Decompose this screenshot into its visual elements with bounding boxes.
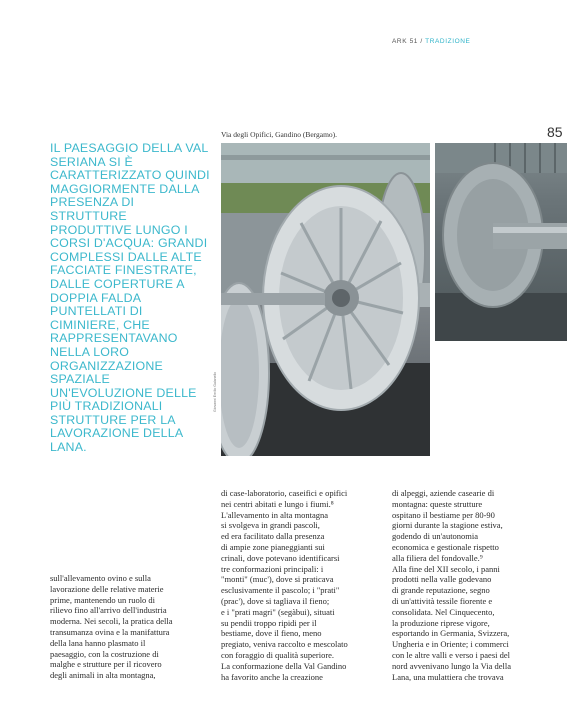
page-number: 85 (547, 124, 563, 140)
body-column-1: sull'allevamento ovino e sulla lavorazione delle relative materie prime, mantenendo un ruolo di rilievo fino all'arrivo dell'industria moderna. Nei secoli, la pratica della transumanza ovina e la manifattura della lana hanno plasmato il paesaggio, con la costruzione di malghe e strutture per il ricovero degli animali in alta montagna, (50, 573, 173, 681)
magazine-issue: ARK 51 (392, 38, 419, 45)
header-separator: / (418, 38, 426, 45)
photo-credit: Giovanni Emilio Galanello (213, 371, 217, 412)
body-column-3: di alpeggi, aziende casearie di montagna: queste strutture ospitano il bestiame per 80-90 giorni durante la stagione estiva, godendo di un'autonomia economica e gestionale rispetto alla filiera del fondovalle.⁹ Alla fine del XII secolo, i panni prodotti nella valle godevano di grande reputazione, segno di un'attività tessile fiorente e consolidata. Nel Cinquecento, la produzione riprese vigore, esportando in Germania, Svizzera, Ungheria e in Oriente; i commerci con le altre valli e verso i paesi del nord avvenivano lungo la Via della Lana, una mulattiera che trovava (392, 488, 512, 682)
wool-spool-photo (221, 143, 430, 456)
running-header (392, 38, 471, 45)
pull-quote: IL PAESAGGIO DELLA VAL SERIANA SI È CARATTERIZZATO QUINDI MAGGIORMENTE DALLA PRESENZA DI STRUTTURE PRODUTTIVE LUNGO I CORSI D'ACQUA: GRANDI COMPLESSI DALLE ALTE FACCIATE FINESTRATE, DALLE COPERTURE A DOPPIA FALDA PUNTELLATI DI CIMINIERE, CHE RAPPRESENTAVANO NELLA LORO ORGANIZZAZIONE SPAZIALE UN'EVOLUZIONE DELLE PIÙ TRADIZIONALI STRUTTURE PER LA LAVORAZIONE DELLA LANA. (50, 141, 210, 455)
body-column-2: di case-laboratorio, caseifici e opifici nei centri abitati e lungo i fiumi.⁸ L'allevamento in alta montagna si svolgeva in grandi pascoli, ed era facilitato dalla presenza di ampie zone pianeggianti sui crinali, dove potevano identificarsi tre conformazioni principali: i "monti" (muc'), dove si praticava esclusivamente il pascolo; i "prati" (prac'), dove si tagliava il fieno; e i "prati magri" (segàbui), situati su pendii troppo ripidi per il bestiame, dove il fieno, meno pregiato, veniva raccolto e mescolato con foraggio di qualità superiore. La conformazione della Val Gandino ha favorito anche la creazione (221, 488, 348, 682)
wool-spool-illustration (221, 143, 430, 456)
spool-detail-photo (435, 143, 567, 341)
spool-detail-illustration (435, 143, 567, 341)
section-name: TRADIZIONE (425, 38, 471, 45)
photo-caption: Via degli Opifici, Gandino (Bergamo). (221, 130, 338, 139)
